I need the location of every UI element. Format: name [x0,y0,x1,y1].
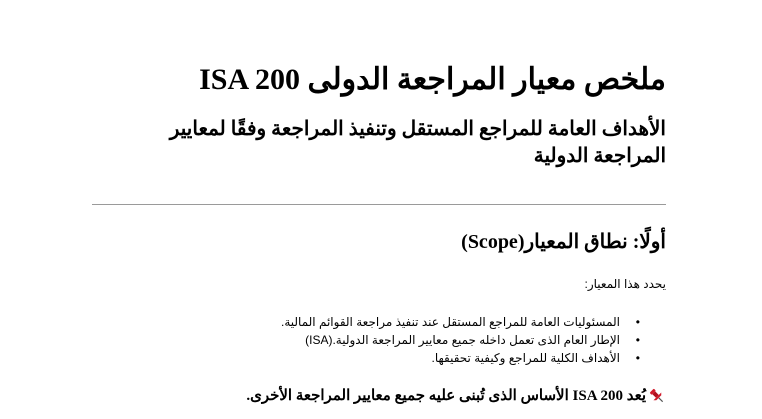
list-item-text: الإطار العام الذى تعمل داخله جميع معايير المراجعة الدولية.(ISA) [305,333,620,347]
list-item [281,349,640,367]
key-note [246,385,666,407]
pushpin-icon [648,387,666,405]
bullet-icon: • [635,333,640,347]
horizontal-divider [92,204,666,205]
page-title: ملخص معيار المراجعة الدولى ISA 200 [199,63,666,96]
bullet-icon: • [635,315,640,329]
key-note-text: يُعد ISA 200 الأساس الذى تُبنى عليه جميع معايير المراجعة الأخرى. [246,388,646,404]
section-intro: يحدد هذا المعيار: [584,277,666,291]
list-item [281,331,640,349]
list-item [281,313,640,331]
bullet-icon: • [635,351,640,365]
scope-bullet-list [281,313,640,367]
list-item-text: المسئوليات العامة للمراجع المستقل عند تنفيذ مراجعة القوائم المالية. [281,315,620,329]
page-subtitle: الأهداف العامة للمراجع المستقل وتنفيذ المراجعة وفقًا لمعايير المراجعة الدولية [169,118,666,167]
list-item-text: الأهداف الكلية للمراجع وكيفية تحقيقها. [431,351,620,365]
section-heading: أولًا: نطاق المعيار(Scope) [461,231,666,253]
